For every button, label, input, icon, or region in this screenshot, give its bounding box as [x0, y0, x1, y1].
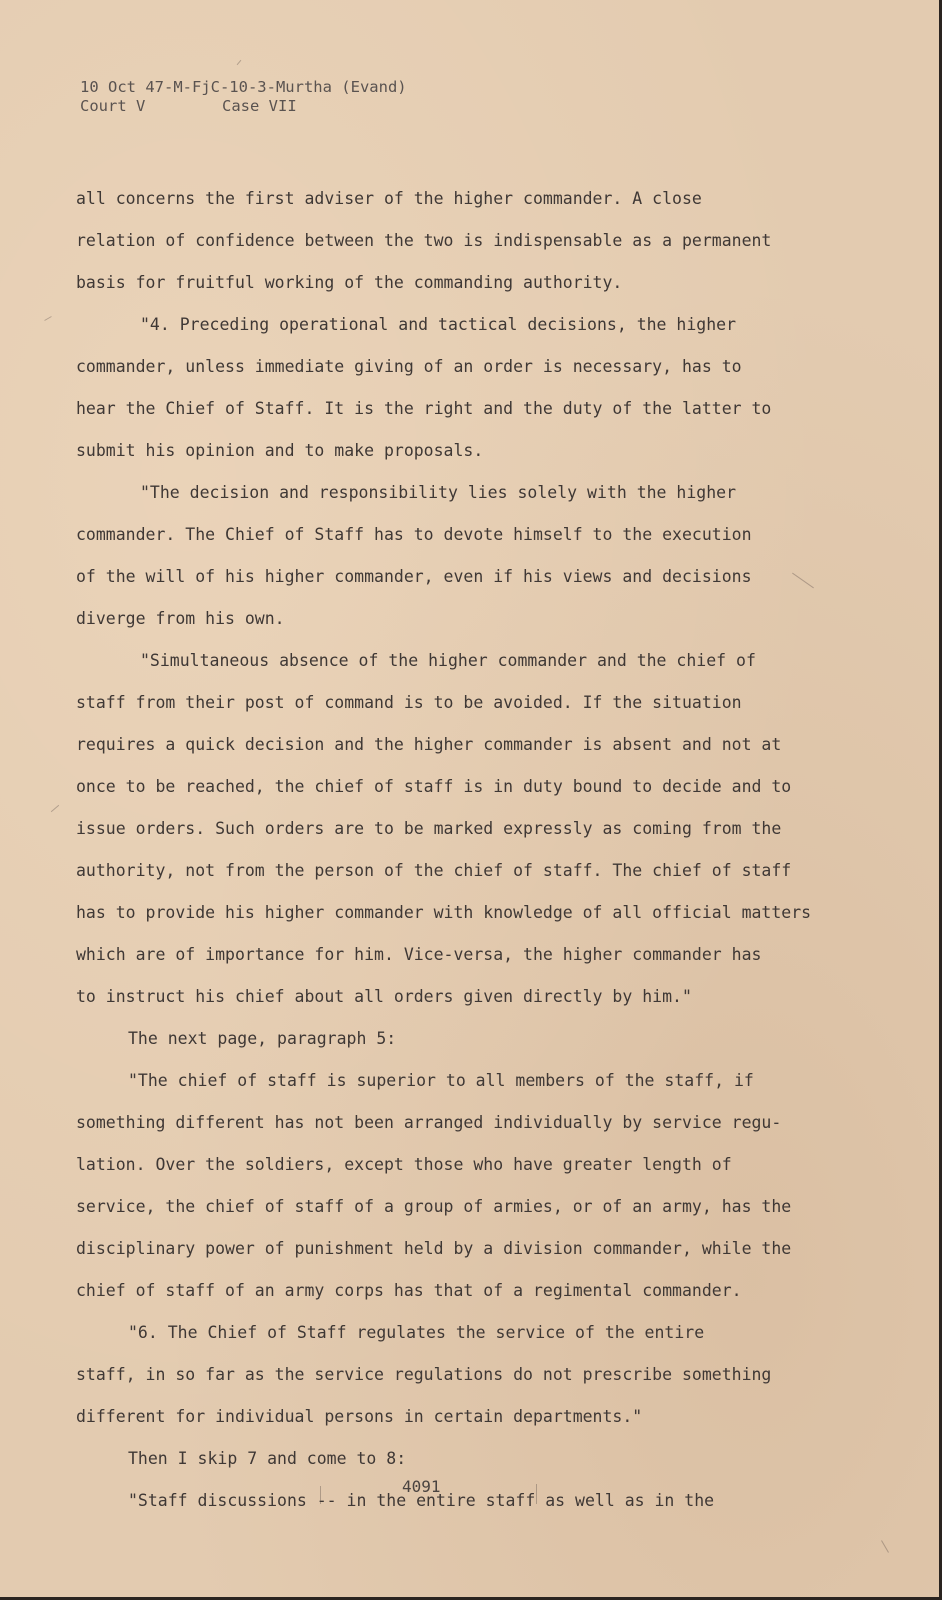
- paper-speck: [44, 316, 51, 321]
- body-line: service, the chief of staff of a group of armies, or of an army, has the: [76, 1197, 792, 1216]
- body-line: which are of importance for him. Vice-versa, the higher commander has: [76, 945, 762, 964]
- body-line: all concerns the first adviser of the higher commander. A close: [76, 189, 702, 208]
- body-line: has to provide his higher commander with knowledge of all official matters: [76, 903, 812, 922]
- body-line: hear the Chief of Staff. It is the right and the duty of the latter to: [76, 399, 772, 418]
- body-line: staff, in so far as the service regulations do not prescribe something: [76, 1365, 772, 1384]
- body-line: once to be reached, the chief of staff is in duty bound to decide and to: [76, 777, 792, 796]
- body-line: disciplinary power of punishment held by a division commander, while the: [76, 1239, 792, 1258]
- body-line: of the will of his higher commander, even if his views and decisions: [76, 567, 752, 586]
- body-line: commander, unless immediate giving of an order is necessary, has to: [76, 357, 742, 376]
- body-line: staff from their post of command is to be avoided. If the situation: [76, 693, 742, 712]
- body-line: requires a quick decision and the higher commander is absent and not at: [76, 735, 782, 754]
- body-line: submit his opinion and to make proposals.: [76, 441, 484, 460]
- body-line: authority, not from the person of the chief of staff. The chief of staff: [76, 861, 792, 880]
- body-line: "The decision and responsibility lies solely with the higher: [140, 483, 737, 502]
- paper-speck: [320, 1486, 321, 1504]
- body-line: "4. Preceding operational and tactical decisions, the higher: [140, 315, 737, 334]
- body-line: "The chief of staff is superior to all members of the staff, if: [128, 1071, 754, 1090]
- header-case: Case VII: [222, 97, 297, 115]
- body-line: "Staff discussions -- in the entire staff as well as in the: [128, 1491, 715, 1510]
- body-line: something different has not been arranged individually by service regu-: [76, 1113, 782, 1132]
- body-line: issue orders. Such orders are to be marked expressly as coming from the: [76, 819, 782, 838]
- body-line: "6. The Chief of Staff regulates the service of the entire: [128, 1323, 705, 1342]
- body-line: relation of confidence between the two is indispensable as a permanent: [76, 231, 772, 250]
- document-header: [80, 78, 407, 116]
- body-line: basis for fruitful working of the commanding authority.: [76, 273, 623, 292]
- body-line: The next page, paragraph 5:: [128, 1029, 397, 1048]
- body-line: chief of staff of an army corps has that of a regimental commander.: [76, 1281, 742, 1300]
- paper-speck: [536, 1484, 537, 1504]
- body-line: to instruct his chief about all orders given directly by him.": [76, 987, 692, 1006]
- body-line: diverge from his own.: [76, 609, 285, 628]
- paper-speck: [237, 60, 242, 65]
- header-reference: 10 Oct 47-M-FjC-10-3-Murtha (Evand): [80, 78, 407, 96]
- body-line: lation. Over the soldiers, except those who have greater length of: [76, 1155, 732, 1174]
- document-body: [76, 178, 836, 1522]
- paper-speck: [51, 805, 59, 812]
- body-line: commander. The Chief of Staff has to devote himself to the execution: [76, 525, 752, 544]
- paper-speck: [881, 1540, 889, 1553]
- body-line: Then I skip 7 and come to 8:: [128, 1449, 407, 1468]
- body-line: "Simultaneous absence of the higher commander and the chief of: [140, 651, 756, 670]
- body-line: different for individual persons in certain departments.": [76, 1407, 643, 1426]
- header-court-case: [80, 97, 407, 116]
- page-number: 4091: [402, 1477, 441, 1496]
- header-court: Court V: [80, 97, 146, 115]
